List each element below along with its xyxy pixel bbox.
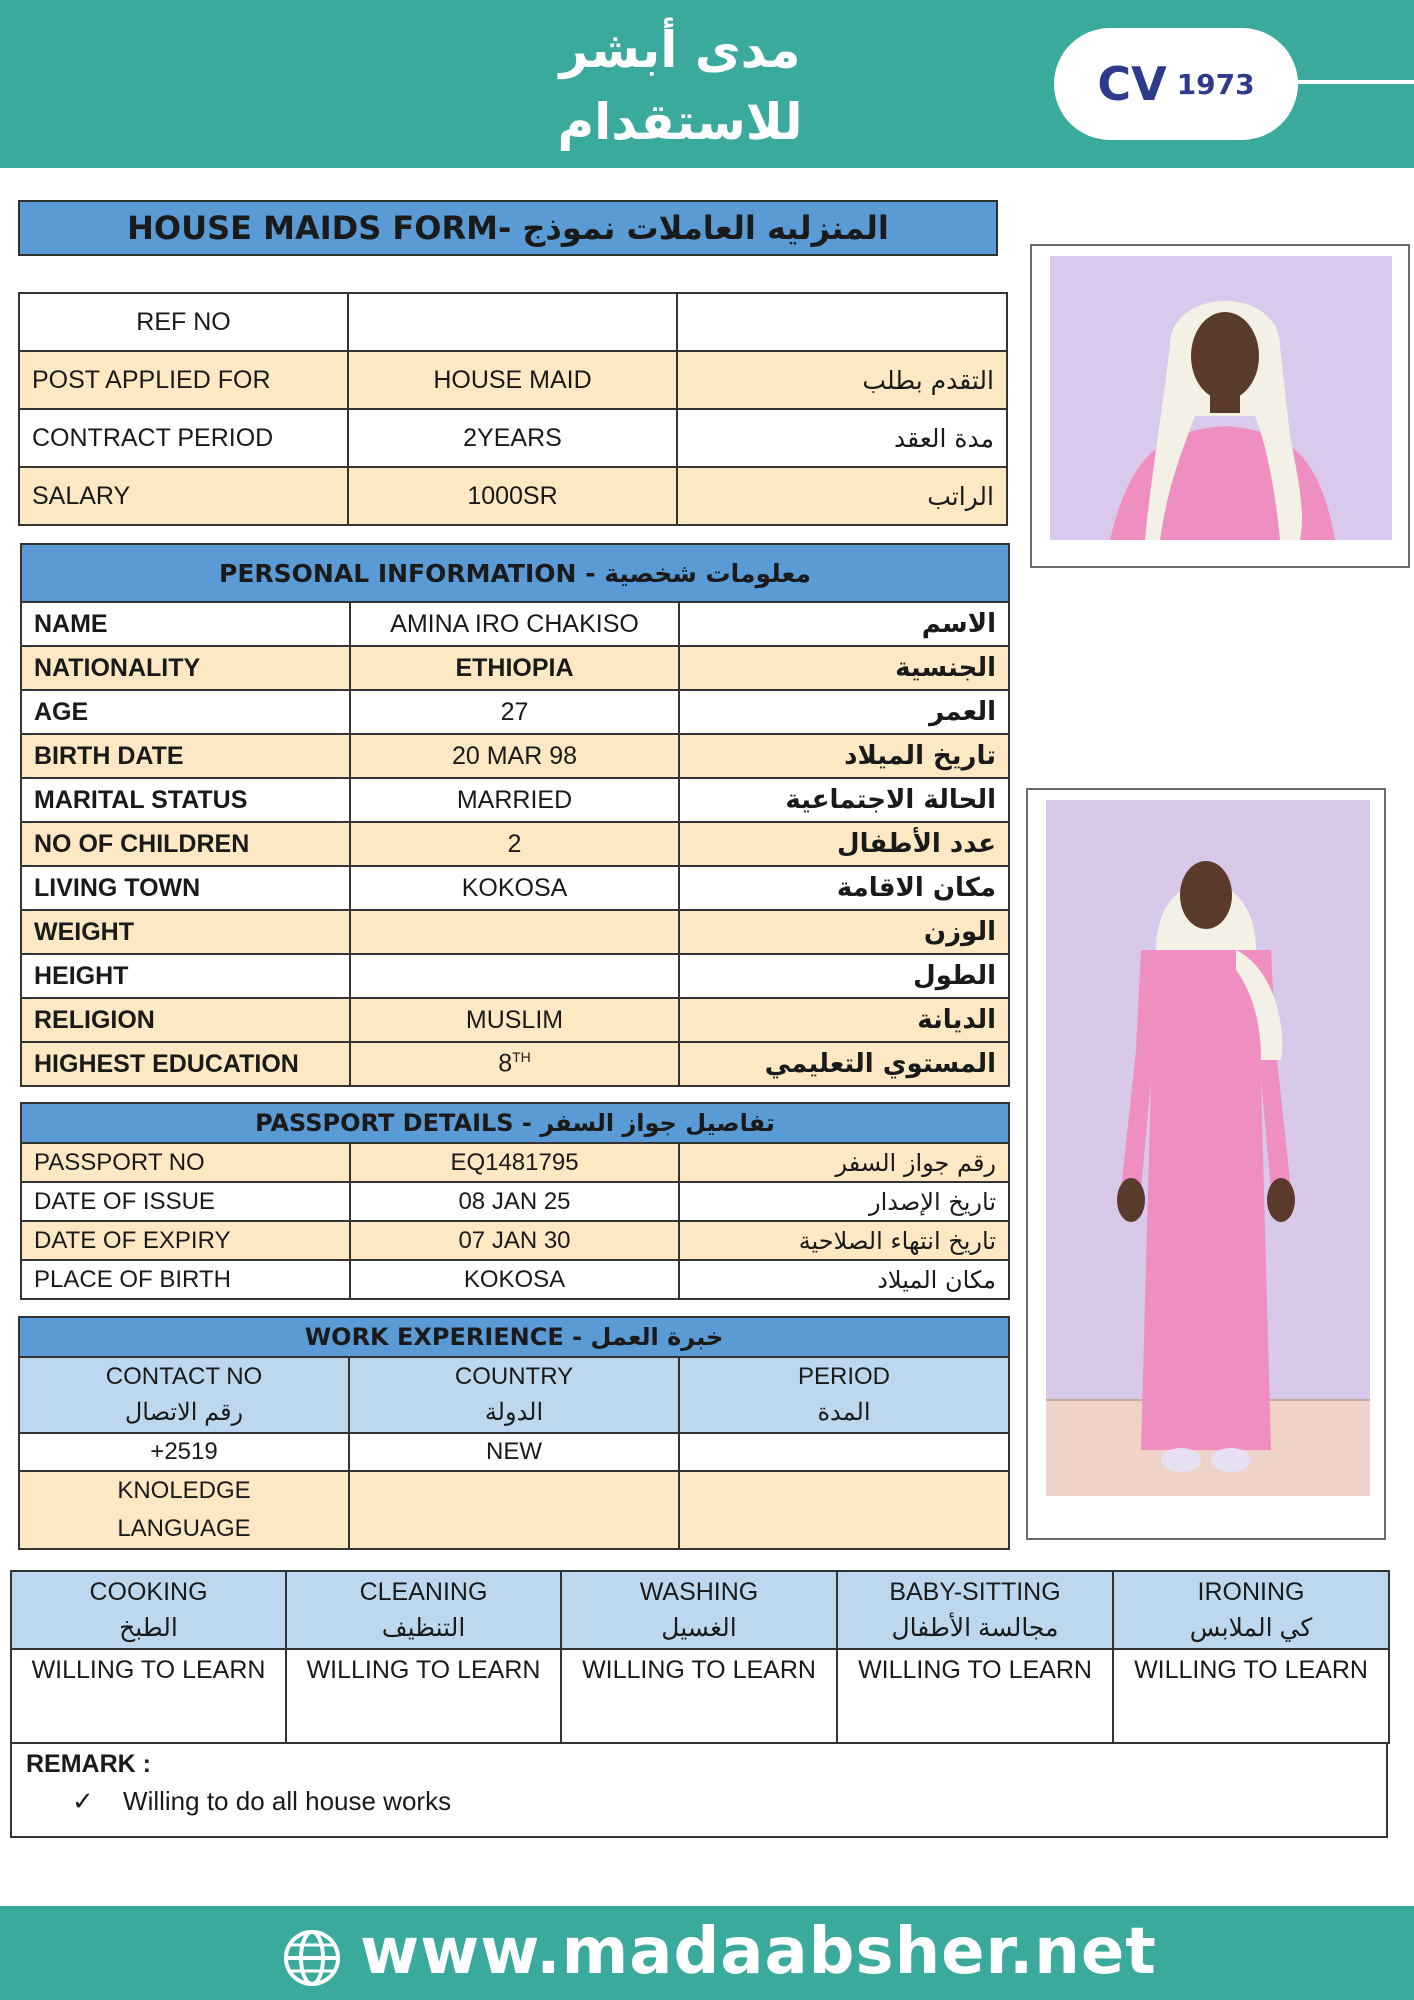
education-value [350,1042,679,1086]
post-ar: التقدم بطلب [677,351,1007,409]
header-en: CONTACT NO [105,1363,263,1390]
row-label-ar: تاريخ الإصدار [679,1182,1009,1221]
row-label: LIVING TOWN [21,866,350,910]
row-value: EQ1481795 [350,1143,679,1182]
skill-ar: الطبخ [119,1614,178,1642]
header-country [349,1357,679,1433]
salary-label: SALARY [19,467,348,525]
brand-logo-text [470,14,890,158]
row-label: HEIGHT [21,954,350,998]
ref-no-value [348,293,677,351]
row-value: 08 JAN 25 [350,1182,679,1221]
skill-ar: الغسيل [661,1614,737,1642]
row-label-ar: تاريخ الميلاد [679,734,1009,778]
skill-en: CLEANING [359,1578,488,1606]
salary-value: 1000SR [348,467,677,525]
row-label-ar: مكان الاقامة [679,866,1009,910]
header-contact [19,1357,349,1433]
full-body-photo [1026,788,1386,1540]
form-title: HOUSE MAIDS FORM- المنزليه العاملات نموذج [18,200,998,256]
cv-label: CV [1097,57,1167,111]
passport-table [20,1102,1010,1300]
section-title-personal: PERSONAL INFORMATION - معلومات شخصية [21,544,1009,602]
knowledge-line-1: KNOLEDGE [117,1477,251,1504]
header-period [679,1357,1009,1433]
table-row [21,1182,1009,1221]
header-ar: رقم الاتصال [124,1399,244,1426]
row-label-ar: الجنسية [679,646,1009,690]
skill-level: WILLING TO LEARN [1113,1649,1389,1743]
table-row [21,1143,1009,1182]
section-title-work: WORK EXPERIENCE - خبرة العمل [19,1317,1009,1357]
skill-header-cooking [11,1571,286,1649]
row-label: DATE OF EXPIRY [21,1221,350,1260]
post-label: POST APPLIED FOR [19,351,348,409]
table-row [19,1433,1009,1471]
contact-value: +2519 [19,1433,349,1471]
website-link[interactable]: www.madaabsher.net [360,1915,1157,1989]
row-value: 27 [350,690,679,734]
row-label: PASSPORT NO [21,1143,350,1182]
skill-header-ironing [1113,1571,1389,1649]
contract-value: 2YEARS [348,409,677,467]
row-value [350,954,679,998]
row-value [350,910,679,954]
table-row [19,1471,1009,1549]
table-row [21,998,1009,1042]
row-value: 2 [350,822,679,866]
row-label: RELIGION [21,998,350,1042]
skill-ar: التنظيف [381,1614,466,1642]
table-row [21,690,1009,734]
row-label-ar: المستوي التعليمي [679,1042,1009,1086]
period-value [679,1433,1009,1471]
row-value: KOKOSA [350,866,679,910]
application-table [18,292,1008,526]
skill-ar: كي الملابس [1189,1614,1313,1642]
table-header-row [19,1357,1009,1433]
header-ar: المدة [817,1399,871,1426]
row-label-ar: الطول [679,954,1009,998]
table-row [19,467,1007,525]
footer-banner [0,1906,1414,2000]
contract-ar: مدة العقد [677,409,1007,467]
table-row [21,1260,1009,1299]
checkmark-icon: ✓ [72,1786,94,1816]
row-label-ar: العمر [679,690,1009,734]
row-label-ar: الحالة الاجتماعية [679,778,1009,822]
row-label: NAME [21,602,350,646]
table-row [21,1221,1009,1260]
skill-ar: مجالسة الأطفال [891,1614,1059,1642]
table-row [21,602,1009,646]
row-label: MARITAL STATUS [21,778,350,822]
table-row [21,646,1009,690]
brand-line-2: للاستقدام [557,93,803,151]
section-title-passport: PASSPORT DETAILS - تفاصيل جواز السفر [21,1103,1009,1143]
knowledge-extra [679,1471,1009,1549]
row-label: AGE [21,690,350,734]
education-suffix: TH [512,1049,531,1066]
row-label-ar: مكان الميلاد [679,1260,1009,1299]
remark-text: Willing to do all house works [123,1786,452,1816]
salary-ar: الراتب [677,467,1007,525]
table-row [21,778,1009,822]
knowledge-language-label [19,1471,349,1549]
table-row [21,822,1009,866]
knowledge-value [349,1471,679,1549]
row-value: KOKOSA [350,1260,679,1299]
header-en: PERIOD [797,1363,890,1390]
work-experience-table [18,1316,1010,1550]
post-value: HOUSE MAID [348,351,677,409]
globe-icon [282,1928,342,1988]
row-label-ar: الوزن [679,910,1009,954]
row-label: NATIONALITY [21,646,350,690]
header-banner [0,0,1414,168]
row-value: AMINA IRO CHAKISO [350,602,679,646]
row-label: DATE OF ISSUE [21,1182,350,1221]
row-label-ar: عدد الأطفال [679,822,1009,866]
header-ar: الدولة [484,1399,544,1426]
skills-table [10,1570,1390,1744]
row-label-ar: الاسم [679,602,1009,646]
skill-en: BABY-SITTING [889,1578,1061,1606]
ref-no-label: REF NO [19,293,348,351]
row-label: NO OF CHILDREN [21,822,350,866]
row-value: 07 JAN 30 [350,1221,679,1260]
table-row [21,954,1009,998]
remark-box [10,1742,1388,1838]
skill-header-cleaning [286,1571,561,1649]
remark-item [72,1786,451,1817]
row-label: HIGHEST EDUCATION [21,1042,350,1086]
country-value: NEW [349,1433,679,1471]
skill-header-baby-sitting [837,1571,1113,1649]
table-row [19,351,1007,409]
table-row [21,910,1009,954]
table-row [21,1042,1009,1086]
row-label-ar: رقم جواز السفر [679,1143,1009,1182]
skill-level: WILLING TO LEARN [561,1649,837,1743]
row-label: BIRTH DATE [21,734,350,778]
skill-en: IRONING [1197,1578,1305,1606]
row-label-ar: الديانة [679,998,1009,1042]
ref-no-ar [677,293,1007,351]
skills-level-row [11,1649,1389,1743]
row-label-ar: تاريخ انتهاء الصلاحية [679,1221,1009,1260]
portrait-image [1050,256,1392,540]
contract-label: CONTRACT PERIOD [19,409,348,467]
skill-level: WILLING TO LEARN [286,1649,561,1743]
personal-info-table [20,543,1010,1087]
skills-header-row [11,1571,1389,1649]
skill-level: WILLING TO LEARN [837,1649,1113,1743]
table-row [21,866,1009,910]
table-row [19,409,1007,467]
remark-label: REMARK : [26,1750,151,1778]
skill-level: WILLING TO LEARN [11,1649,286,1743]
row-value: MARRIED [350,778,679,822]
row-value: 20 MAR 98 [350,734,679,778]
cv-number: 1973 [1176,67,1255,101]
full-body-image [1046,800,1370,1496]
cv-badge [1054,28,1298,140]
education-number: 8 [498,1049,513,1078]
portrait-photo [1030,244,1410,568]
header-en: COUNTRY [454,1363,574,1390]
row-label: PLACE OF BIRTH [21,1260,350,1299]
skill-en: WASHING [639,1578,759,1606]
row-value: ETHIOPIA [350,646,679,690]
brand-line-1: مدى أبشر [559,21,801,79]
knowledge-line-2: LANGUAGE [117,1515,251,1542]
skill-en: COOKING [89,1578,208,1606]
table-row [21,734,1009,778]
row-label: WEIGHT [21,910,350,954]
row-value: MUSLIM [350,998,679,1042]
skill-header-washing [561,1571,837,1649]
table-row [19,293,1007,351]
